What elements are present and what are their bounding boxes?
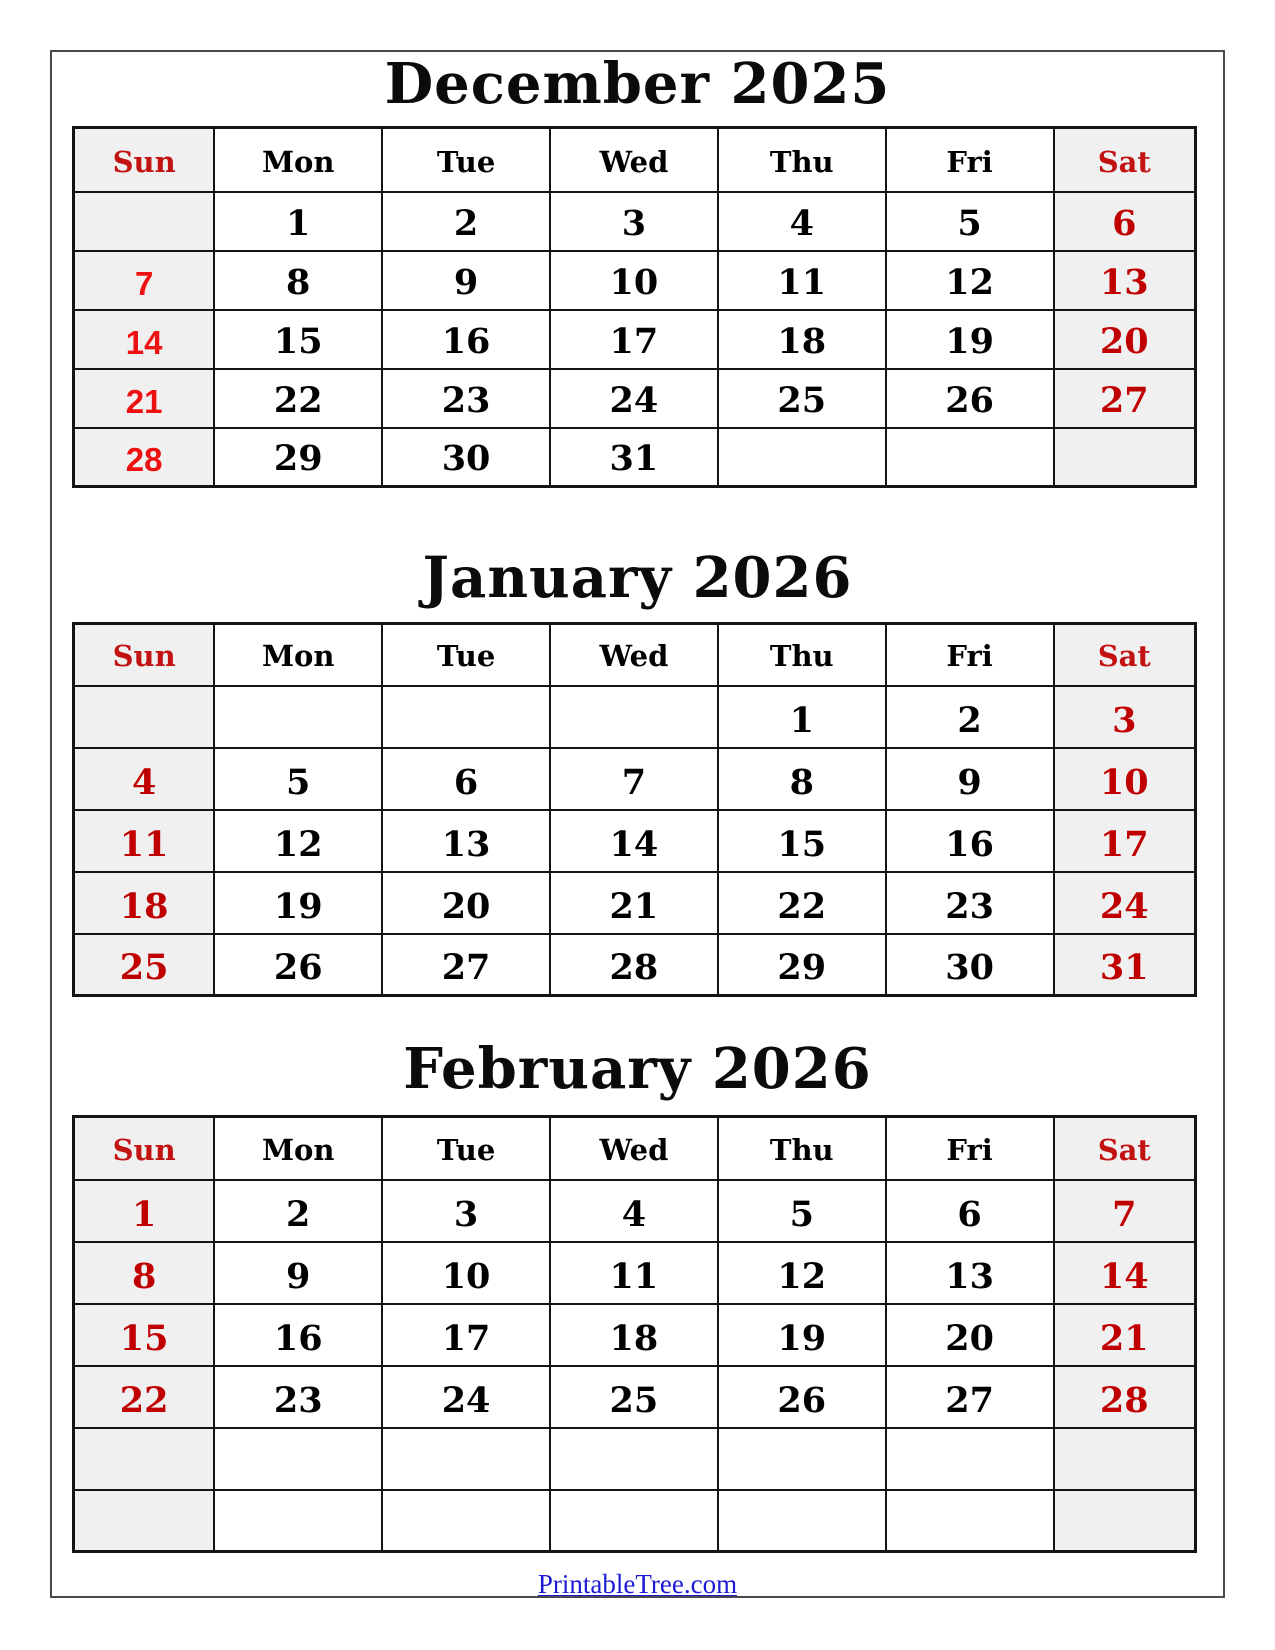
day-cell: 18 [718, 310, 886, 369]
day-cell: 27 [886, 1366, 1054, 1428]
month-section-january-2026 [52, 545, 1223, 997]
day-cell: 16 [382, 310, 550, 369]
calendar-table-december-2025 [72, 126, 1197, 488]
empty-day-cell [718, 1428, 886, 1490]
day-cell: 15 [718, 810, 886, 872]
day-cell: 21 [74, 369, 215, 428]
day-cell: 24 [382, 1366, 550, 1428]
empty-day-cell [550, 686, 718, 748]
weekday-header-sun: Sun [74, 624, 215, 686]
weekday-header-mon: Mon [214, 624, 382, 686]
weekday-header-tue: Tue [382, 1117, 550, 1180]
day-cell: 11 [74, 810, 215, 872]
day-cell: 9 [886, 748, 1054, 810]
day-cell: 13 [382, 810, 550, 872]
weekday-header-wed: Wed [550, 128, 718, 192]
week-row [74, 310, 1196, 369]
weekday-header-row [74, 1117, 1196, 1180]
day-cell: 22 [718, 872, 886, 934]
day-cell: 15 [74, 1304, 215, 1366]
day-cell: 14 [1054, 1242, 1196, 1304]
empty-day-cell [1054, 428, 1196, 487]
month-title-february-2026: February 2026 [403, 1036, 872, 1102]
day-cell: 28 [74, 428, 215, 487]
day-cell: 12 [886, 251, 1054, 310]
day-cell: 10 [1054, 748, 1196, 810]
day-cell: 20 [1054, 310, 1196, 369]
week-row [74, 686, 1196, 748]
day-cell: 23 [214, 1366, 382, 1428]
empty-day-cell [550, 1428, 718, 1490]
day-cell: 22 [214, 369, 382, 428]
day-cell: 31 [550, 428, 718, 487]
week-row [74, 1304, 1196, 1366]
week-row [74, 251, 1196, 310]
footer [52, 1569, 1223, 1598]
day-cell: 26 [718, 1366, 886, 1428]
week-row [74, 1242, 1196, 1304]
day-cell: 6 [886, 1180, 1054, 1242]
weekday-header-tue: Tue [382, 624, 550, 686]
day-cell: 24 [1054, 872, 1196, 934]
day-cell: 17 [382, 1304, 550, 1366]
day-cell: 5 [214, 748, 382, 810]
weekday-header-mon: Mon [214, 128, 382, 192]
day-cell: 22 [74, 1366, 215, 1428]
day-cell: 30 [886, 934, 1054, 996]
week-row [74, 934, 1196, 996]
weekday-header-row [74, 624, 1196, 686]
day-cell: 3 [1054, 686, 1196, 748]
empty-day-cell [1054, 1490, 1196, 1552]
empty-day-cell [74, 192, 215, 251]
day-cell: 4 [550, 1180, 718, 1242]
day-cell: 8 [718, 748, 886, 810]
day-cell: 27 [1054, 369, 1196, 428]
empty-day-cell [382, 686, 550, 748]
day-cell: 5 [886, 192, 1054, 251]
day-cell: 5 [718, 1180, 886, 1242]
day-cell: 25 [550, 1366, 718, 1428]
calendar-table-february-2026 [72, 1115, 1197, 1553]
day-cell: 1 [74, 1180, 215, 1242]
day-cell: 12 [718, 1242, 886, 1304]
day-cell: 10 [382, 1242, 550, 1304]
day-cell: 7 [74, 251, 215, 310]
day-cell: 8 [214, 251, 382, 310]
day-cell: 23 [382, 369, 550, 428]
week-row [74, 1366, 1196, 1428]
day-cell: 19 [214, 872, 382, 934]
week-row [74, 810, 1196, 872]
day-cell: 26 [214, 934, 382, 996]
calendar-table-january-2026 [72, 622, 1197, 997]
empty-day-cell [550, 1490, 718, 1552]
weekday-header-sun: Sun [74, 1117, 215, 1180]
weekday-header-fri: Fri [886, 128, 1054, 192]
day-cell: 15 [214, 310, 382, 369]
week-row [74, 1490, 1196, 1552]
day-cell: 28 [550, 934, 718, 996]
day-cell: 27 [382, 934, 550, 996]
day-cell: 12 [214, 810, 382, 872]
empty-day-cell [382, 1428, 550, 1490]
day-cell: 7 [1054, 1180, 1196, 1242]
page-border [50, 50, 1225, 1598]
day-cell: 28 [1054, 1366, 1196, 1428]
month-title-january-2026: January 2026 [422, 545, 853, 611]
empty-day-cell [74, 1490, 215, 1552]
month-section-december-2025 [52, 51, 1223, 488]
day-cell: 10 [550, 251, 718, 310]
weekday-header-row [74, 128, 1196, 192]
day-cell: 1 [718, 686, 886, 748]
empty-day-cell [382, 1490, 550, 1552]
day-cell: 24 [550, 369, 718, 428]
day-cell: 11 [718, 251, 886, 310]
weekday-header-wed: Wed [550, 1117, 718, 1180]
day-cell: 9 [214, 1242, 382, 1304]
day-cell: 23 [886, 872, 1054, 934]
day-cell: 29 [214, 428, 382, 487]
weekday-header-fri: Fri [886, 1117, 1054, 1180]
day-cell: 2 [886, 686, 1054, 748]
day-cell: 3 [382, 1180, 550, 1242]
day-cell: 14 [550, 810, 718, 872]
day-cell: 26 [886, 369, 1054, 428]
day-cell: 1 [214, 192, 382, 251]
day-cell: 18 [74, 872, 215, 934]
weekday-header-wed: Wed [550, 624, 718, 686]
weekday-header-sun: Sun [74, 128, 215, 192]
day-cell: 30 [382, 428, 550, 487]
day-cell: 16 [886, 810, 1054, 872]
day-cell: 4 [74, 748, 215, 810]
empty-day-cell [886, 1490, 1054, 1552]
day-cell: 21 [1054, 1304, 1196, 1366]
weekday-header-sat: Sat [1054, 128, 1196, 192]
empty-day-cell [886, 428, 1054, 487]
weekday-header-tue: Tue [382, 128, 550, 192]
day-cell: 18 [550, 1304, 718, 1366]
weekday-header-sat: Sat [1054, 624, 1196, 686]
weekday-header-fri: Fri [886, 624, 1054, 686]
empty-day-cell [74, 686, 215, 748]
empty-day-cell [214, 1428, 382, 1490]
weekday-header-mon: Mon [214, 1117, 382, 1180]
week-row [74, 369, 1196, 428]
empty-day-cell [74, 1428, 215, 1490]
empty-day-cell [214, 686, 382, 748]
weekday-header-sat: Sat [1054, 1117, 1196, 1180]
day-cell: 11 [550, 1242, 718, 1304]
day-cell: 17 [550, 310, 718, 369]
day-cell: 13 [886, 1242, 1054, 1304]
weekday-header-thu: Thu [718, 128, 886, 192]
day-cell: 29 [718, 934, 886, 996]
empty-day-cell [214, 1490, 382, 1552]
day-cell: 25 [74, 934, 215, 996]
empty-day-cell [718, 428, 886, 487]
empty-day-cell [886, 1428, 1054, 1490]
week-row [74, 748, 1196, 810]
day-cell: 20 [886, 1304, 1054, 1366]
day-cell: 19 [718, 1304, 886, 1366]
weekday-header-thu: Thu [718, 624, 886, 686]
weekday-header-thu: Thu [718, 1117, 886, 1180]
empty-day-cell [1054, 1428, 1196, 1490]
day-cell: 6 [1054, 192, 1196, 251]
day-cell: 21 [550, 872, 718, 934]
day-cell: 6 [382, 748, 550, 810]
day-cell: 16 [214, 1304, 382, 1366]
day-cell: 31 [1054, 934, 1196, 996]
day-cell: 25 [718, 369, 886, 428]
week-row [74, 428, 1196, 487]
day-cell: 13 [1054, 251, 1196, 310]
week-row [74, 192, 1196, 251]
day-cell: 2 [382, 192, 550, 251]
month-title-december-2025: December 2025 [384, 51, 891, 117]
day-cell: 4 [718, 192, 886, 251]
day-cell: 14 [74, 310, 215, 369]
day-cell: 19 [886, 310, 1054, 369]
empty-day-cell [718, 1490, 886, 1552]
day-cell: 8 [74, 1242, 215, 1304]
week-row [74, 872, 1196, 934]
day-cell: 3 [550, 192, 718, 251]
printabletree-link[interactable]: PrintableTree.com [537, 1569, 738, 1598]
day-cell: 9 [382, 251, 550, 310]
day-cell: 20 [382, 872, 550, 934]
week-row [74, 1428, 1196, 1490]
day-cell: 17 [1054, 810, 1196, 872]
day-cell: 7 [550, 748, 718, 810]
month-section-february-2026 [52, 1036, 1223, 1553]
day-cell: 2 [214, 1180, 382, 1242]
week-row [74, 1180, 1196, 1242]
